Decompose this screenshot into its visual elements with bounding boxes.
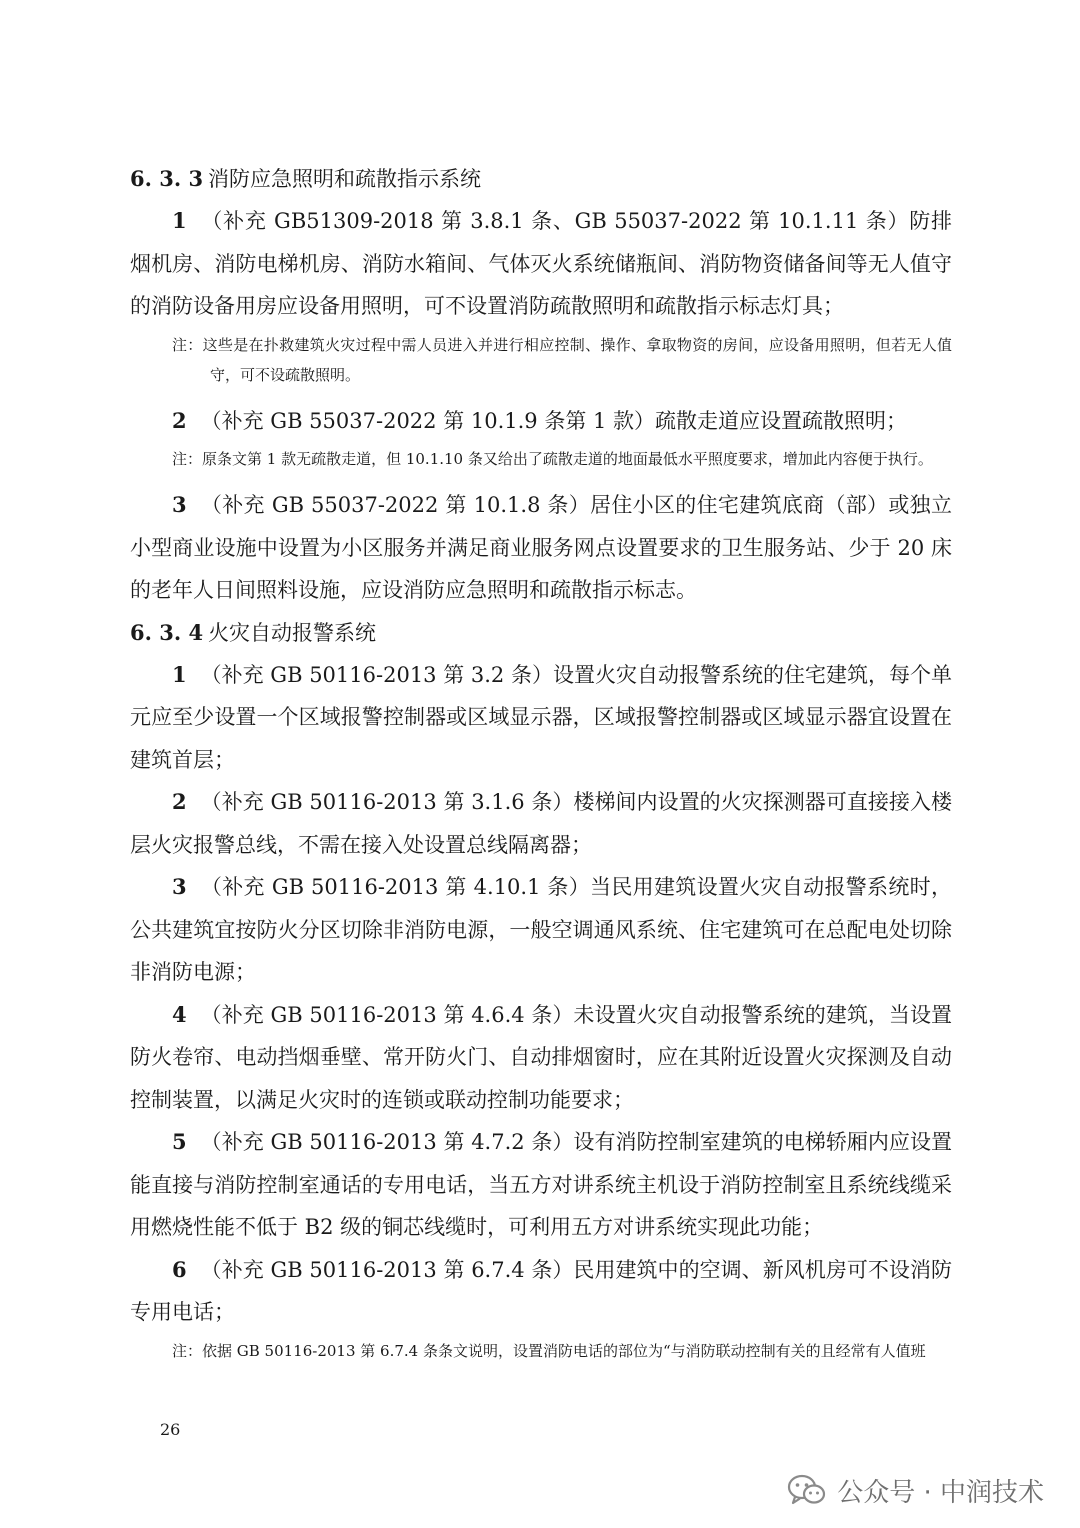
clause-number: 2 [172,407,187,433]
clause-paragraph [130,1249,952,1334]
section-number: 6. 3. 3 [130,166,204,191]
clause-paragraph [130,781,952,866]
clause-paragraph [130,484,952,612]
wechat-watermark [787,1470,1044,1510]
clause-text: （补充 GB 50116-2013 第 4.10.1 条）当民用建筑设置火灾自动报警系统时，公共建筑宜按防火分区切除非消防电源，一般空调通风系统、住宅建筑可在总配电处切除非消防电源； [130,875,952,984]
clause-number: 5 [172,1129,187,1154]
clause-text: （补充 GB51309-2018 第 3.8.1 条、GB 55037-2022 第 10.1.11 条）防排烟机房、消防电梯机房、消防水箱间、气体灭火系统储瓶间、消防物资储备间等无人值守的消防设备用房应设备用照明，可不设置消防疏散照明和疏散指示标志灯具； [130,209,952,318]
clause-text: （补充 GB 50116-2013 第 4.7.2 条）设有消防控制室建筑的电梯轿厢内应设置能直接与消防控制室通话的专用电话，当五方对讲系统主机设于消防控制室且系统线缆采用燃烧性能不低于 B2 级的铜芯线缆时，可利用五方对讲系统实现此功能； [130,1130,952,1239]
clause-text: （补充 GB 50116-2013 第 4.6.4 条）未设置火灾自动报警系统的建筑，当设置防火卷帘、电动挡烟垂壁、常开防火门、自动排烟窗时，应在其附近设置火灾探测及自动控制装置，以满足火灾时的连锁或联动控制功能要求； [130,1002,952,1112]
clause-number: 6 [172,1256,187,1282]
page-number: 26 [160,1420,181,1439]
wechat-icon [787,1473,827,1507]
section-title: 消防应急照明和疏散指示系统 [208,167,481,191]
section-heading-634 [130,612,952,654]
clause-paragraph [130,994,952,1122]
section-number: 6. 3. 4 [130,619,204,645]
clause-text: （补充 GB 50116-2013 第 3.1.6 条）楼梯间内设置的火灾探测器可直接接入楼层火灾报警总线，不需在接入处设置总线隔离器； [130,790,952,857]
clause-number: 3 [172,874,187,899]
clause-text: （补充 GB 55037-2022 第 10.1.9 条第 1 款）疏散走道应设置疏散照明； [200,408,908,433]
clause-number: 3 [172,492,187,517]
clause-number: 2 [172,789,187,814]
clause-number: 1 [172,661,187,687]
clause-note: 注：依据 GB 50116-2013 第 6.7.4 条条文说明，设置消防电话的部位为“与消防联动控制有关的且经常有人值班 [172,1341,926,1360]
section-heading-633 [130,158,952,200]
section-title: 火灾自动报警系统 [208,620,376,645]
clause-note: 注：这些是在扑救建筑火灾过程中需人员进入并进行相应控制、操作、拿取物资的房间，应设备用照明，但若无人值守，可不设疏散照明。 [172,335,952,384]
clause-text: （补充 GB 50116-2013 第 3.2 条）设置火灾自动报警系统的住宅建筑，每个单元应至少设置一个区域报警控制器或区域显示器，区域报警控制器或区域显示器宜设置在建筑首层； [130,662,952,772]
watermark-text: 公众号 · 中润技术 [837,1477,1044,1508]
clause-text: （补充 GB 55037-2022 第 10.1.8 条）居住小区的住宅建筑底商（部）或独立小型商业设施中设置为小区服务并满足商业服务网点设置要求的卫生服务站、少于 20 床的老年人日间照料设施，应设消防应急照明和疏散指示标志。 [130,493,952,602]
clause-number: 1 [172,208,187,233]
clause-paragraph [130,1121,952,1249]
clause-paragraph [130,866,952,994]
clause-paragraph [130,400,952,443]
clause-paragraph [130,200,952,328]
clause-text: （补充 GB 50116-2013 第 6.7.4 条）民用建筑中的空调、新风机房可不设消防专用电话； [130,1257,952,1324]
clause-paragraph [130,654,952,782]
clause-number: 4 [172,1001,187,1027]
document-body [130,158,952,1370]
clause-note: 注：原条文第 1 款无疏散走道，但 10.1.10 条又给出了疏散走道的地面最低水平照度要求，增加此内容便于执行。 [172,450,933,468]
